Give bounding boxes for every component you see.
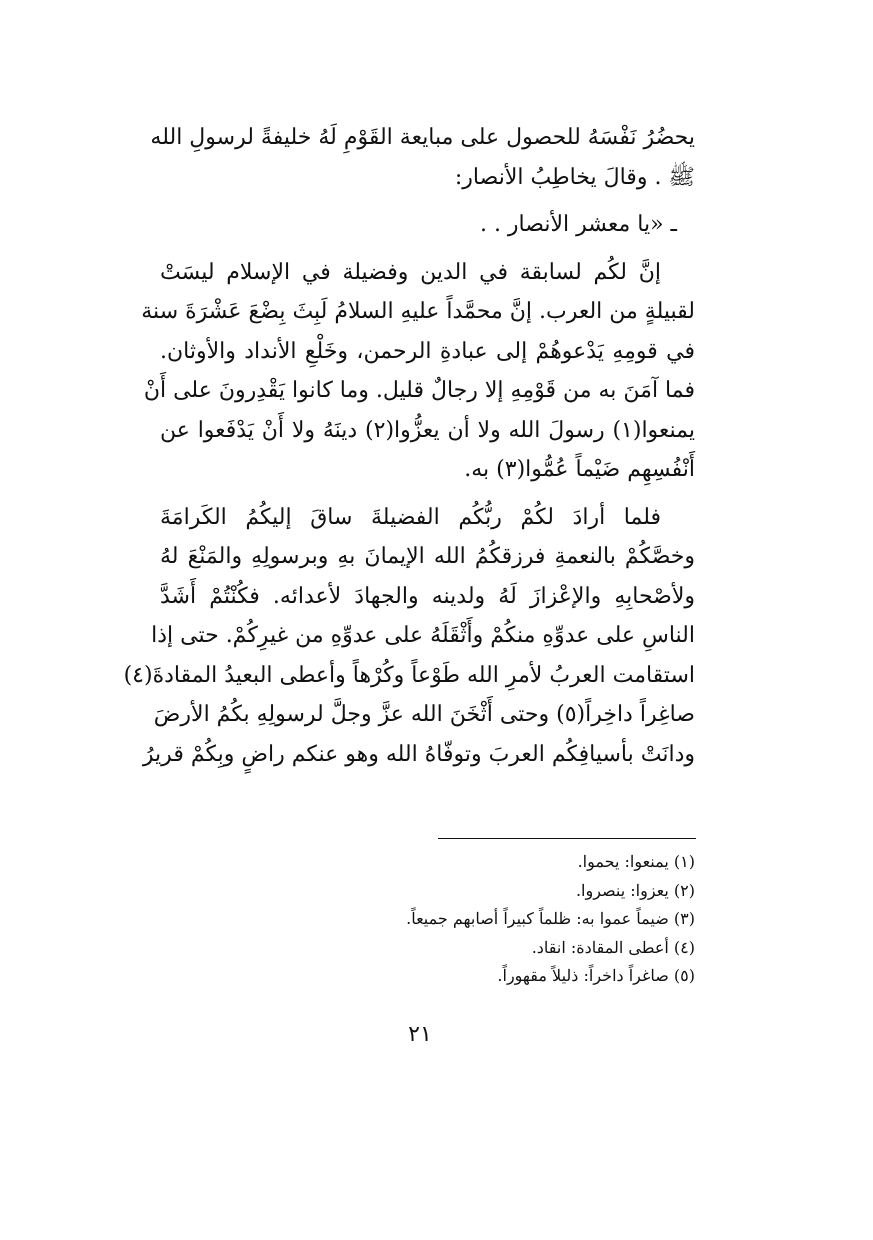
text-line: يحضُرُ نَفْسَهُ للحصول على مبايعة القَوْمِ لَهُ خليفةً لرسولِ الله: [150, 125, 695, 150]
footnote: (٥) صاغراً داخراً: ذليلاً مقهوراً.: [497, 966, 695, 985]
text-line: استقامت العربُ لأمرِ الله طَوْعاً وكُرْهاً وأعطى البعيدُ المقادةَ(٤): [123, 662, 695, 688]
footnote: (٢) يعزوا: ينصروا.: [575, 880, 695, 900]
text-line: ﷺ . وقالَ يخاطِبُ الأنصار:: [454, 164, 695, 190]
text-line: ولأصْحابِهِ والإعْزازَ لَهُ ولدينه والجهادَ لأعدائه. فكُنْتُمْ أَشَدَّ: [160, 583, 695, 609]
text-line: إنَّ لكُم لسابقة في الدين وفضيلة في الإسلام ليسَتْ: [160, 259, 661, 285]
text-line: يمنعوا(١) رسولَ الله ولا أن يعزُّوا(٢) دينَهُ ولا أَنْ يَدْفَعوا عن: [160, 417, 696, 443]
text-line: الناسِ على عدوِّهِ منكُمْ وأَثْقَلَهُ على عدوِّهِ من غيرِكُمْ. حتى إذا: [151, 623, 695, 648]
footnote: (١) يمنعوا: يحموا.: [577, 852, 695, 871]
page-number: ٢١: [408, 1022, 432, 1047]
footnotes: [300, 848, 695, 991]
text-line: فلما أرادَ لكُمْ ربُّكُم الفضيلةَ ساقَ إليكُمُ الكَرامَةَ: [160, 504, 661, 530]
text-line: ودانَتْ بأسيافِكُم العربَ وتوفّاهُ الله وهو عنكم راضٍ وبِكُمْ قريرُ: [142, 741, 695, 767]
text-line: لقبيلةٍ من العرب. إنَّ محمَّداً عليهِ السلامُ لَبِثَ بِضْعَ عَشْرَةَ سنة: [141, 299, 695, 324]
text-line: وخصَّكُمْ بالنعمةِ فرزقكُمُ الله الإيمانَ بهِ وبرسولِهِ والمَنْعَ لهُ: [160, 544, 695, 569]
footnote-divider: [438, 838, 696, 839]
text-line: صاغِراً داخِراً(٥) وحتى أَثْخَنَ الله عزَّ وجلَّ لرسولِهِ بكُمُ الأرضَ: [153, 702, 695, 727]
footnote: (٤) أعطى المقادة: انقاد.: [531, 937, 695, 957]
text-line: فما آمَنَ به من قَوْمِهِ إلا رجالٌ قليل. وما كانوا يَقْدِرونَ على أَنْ: [143, 378, 695, 403]
text-line: ـ «يا معشر الأنصار . .: [479, 212, 677, 237]
text-line: أَنْفُسِهِم ضَيْماً عُمُّوا(٣) به.: [464, 457, 695, 482]
text-line: في قومِهِ يَدْعوهُمْ إلى عبادةِ الرحمن، وخَلْعِ الأنداد والأوثان.: [160, 338, 695, 364]
main-text: [123, 118, 696, 774]
footnote: (٣) ضيماً عموا به: ظلماً كبيراً أصابهم جميعاً.: [406, 909, 695, 928]
